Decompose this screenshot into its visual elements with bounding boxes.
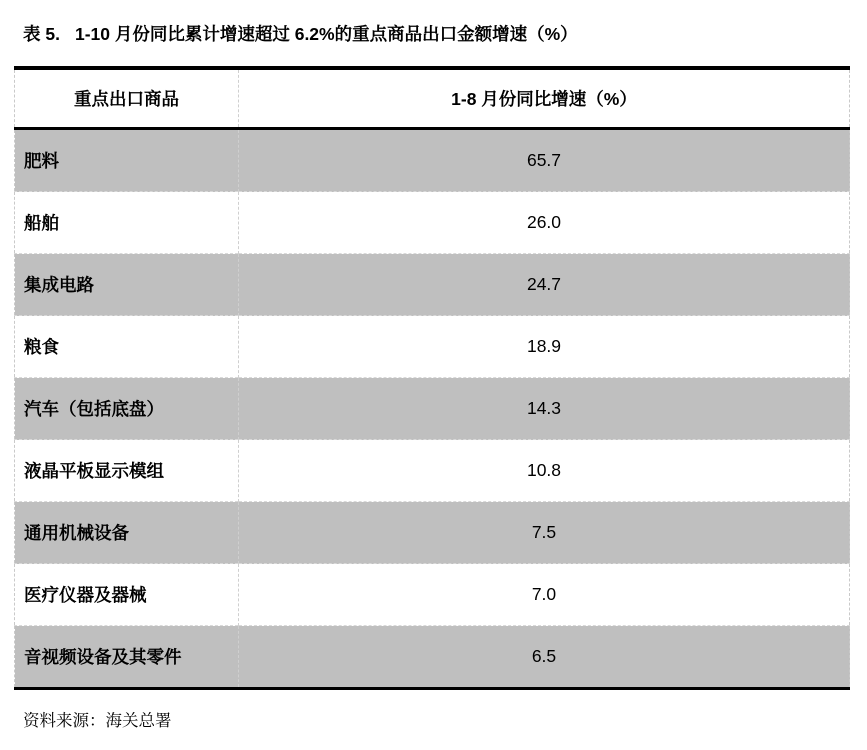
table-row bbox=[15, 192, 850, 254]
table-row bbox=[15, 129, 850, 192]
table-title-number: 表 5. bbox=[23, 24, 60, 44]
report-table-page bbox=[0, 23, 867, 750]
commodity-growth-table bbox=[14, 66, 850, 690]
source-note: 资料来源：海关总署 bbox=[23, 712, 172, 730]
commodity-name: 液晶平板显示模组 bbox=[15, 440, 239, 502]
growth-value: 7.5 bbox=[239, 502, 850, 564]
growth-value: 18.9 bbox=[239, 316, 850, 378]
commodity-name: 粮食 bbox=[15, 316, 239, 378]
table-row bbox=[15, 564, 850, 626]
commodity-name: 通用机械设备 bbox=[15, 502, 239, 564]
commodity-name: 医疗仪器及器械 bbox=[15, 564, 239, 626]
commodity-name: 音视频设备及其零件 bbox=[15, 626, 239, 689]
column-header-commodity: 重点出口商品 bbox=[15, 68, 239, 129]
table-row bbox=[15, 378, 850, 440]
growth-value: 10.8 bbox=[239, 440, 850, 502]
table-row bbox=[15, 254, 850, 316]
table-title-text: 1-10 月份同比累计增速超过 6.2%的重点商品出口金额增速（%） bbox=[74, 24, 578, 44]
growth-value: 6.5 bbox=[239, 626, 850, 689]
growth-value: 65.7 bbox=[239, 129, 850, 192]
column-header-growth: 1-8 月份同比增速（%） bbox=[239, 68, 850, 129]
table-title bbox=[23, 23, 867, 45]
growth-value: 24.7 bbox=[239, 254, 850, 316]
commodity-name: 肥料 bbox=[24, 151, 59, 171]
table-row bbox=[15, 316, 850, 378]
table-row bbox=[15, 440, 850, 502]
table-row bbox=[15, 626, 850, 689]
growth-value: 7.0 bbox=[239, 564, 850, 626]
commodity-name: 汽车（包括底盘） bbox=[15, 378, 239, 440]
commodity-name: 船舶 bbox=[15, 192, 239, 254]
growth-value: 26.0 bbox=[239, 192, 850, 254]
growth-value: 14.3 bbox=[239, 378, 850, 440]
commodity-name: 集成电路 bbox=[15, 254, 239, 316]
table-row bbox=[15, 502, 850, 564]
header-row bbox=[15, 68, 850, 129]
